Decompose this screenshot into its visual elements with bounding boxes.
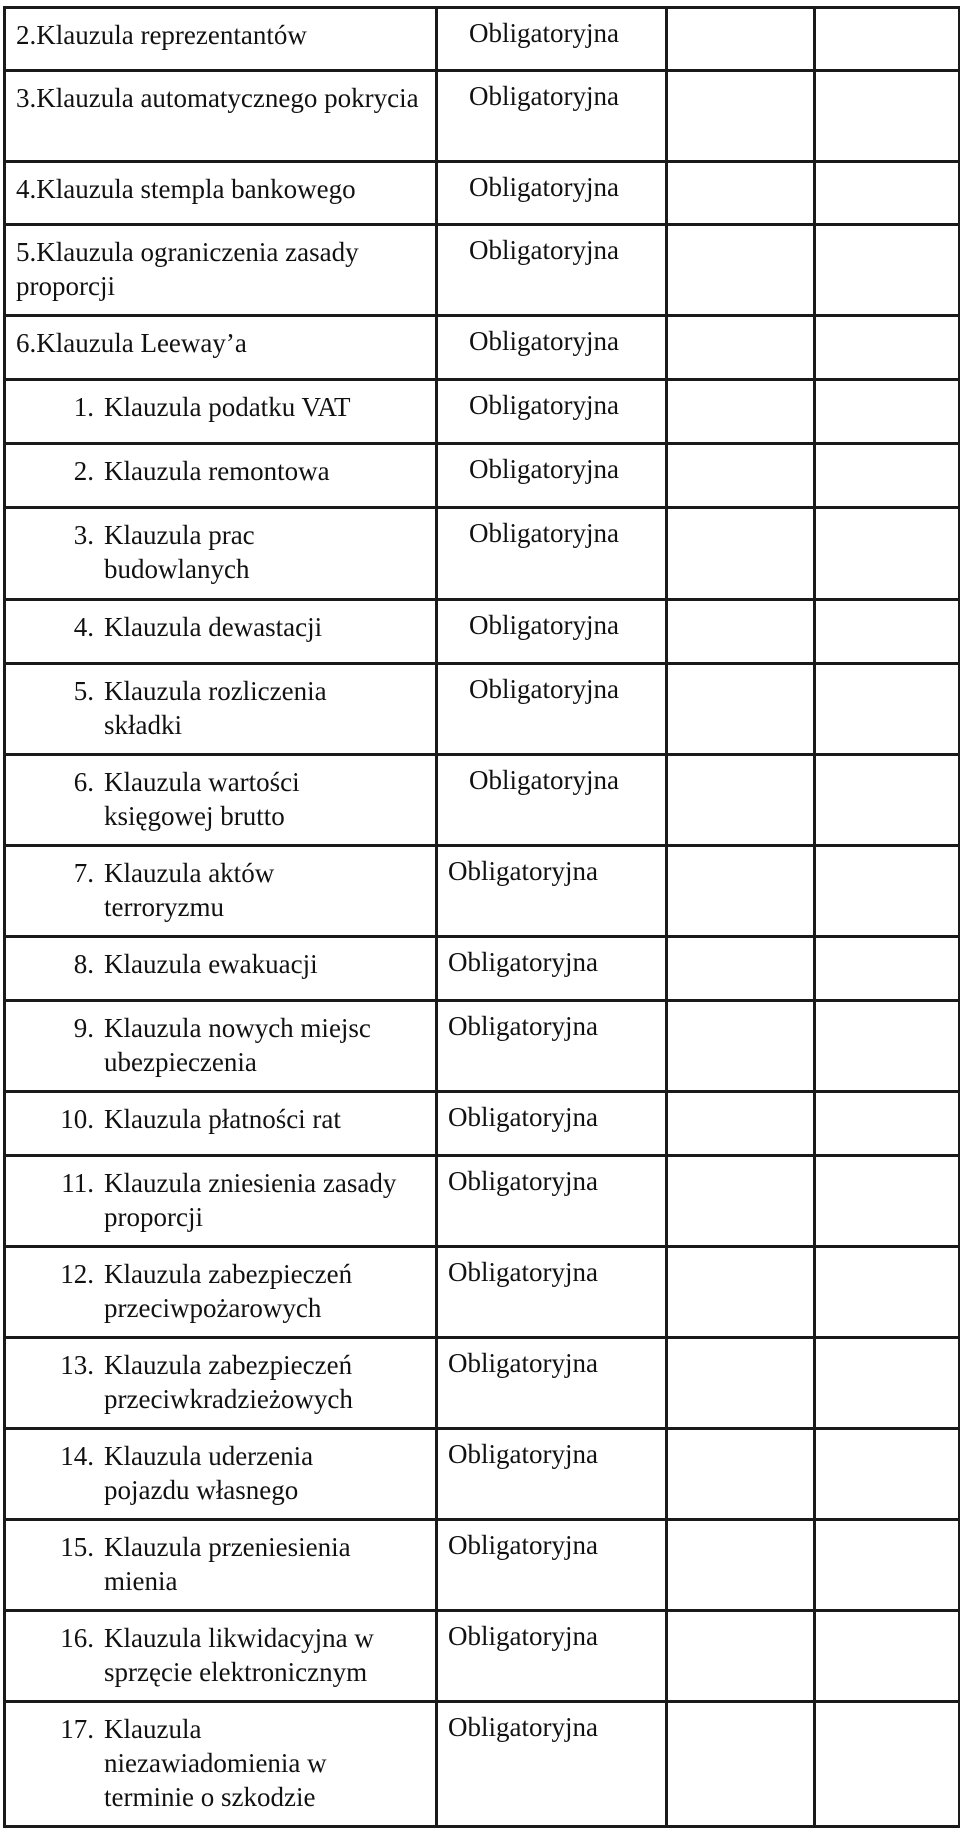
status-cell: Obligatoryjna [437,380,667,444]
status-cell: Obligatoryjna [437,1001,667,1092]
table-row [5,8,960,71]
empty-cell [667,508,815,600]
empty-cell [815,8,960,71]
status-cell: Obligatoryjna [437,225,667,316]
clause-number: 10. [60,1104,94,1134]
empty-cell [667,755,815,846]
status-cell: Obligatoryjna [437,1429,667,1520]
empty-cell [667,1338,815,1429]
empty-cell [667,1001,815,1092]
clause-number: 3. [73,520,94,550]
status-cell: Obligatoryjna [437,1247,667,1338]
status-cell: Obligatoryjna [437,1702,667,1827]
clause-label: Klauzula wartości księgowej brutto [104,767,300,831]
table-row [5,755,960,846]
clause-name-cell [5,316,437,380]
status-cell: Obligatoryjna [437,664,667,755]
clause-name-cell [5,664,437,755]
empty-cell [815,71,960,162]
clause-number: 13. [60,1350,94,1380]
clause-number: 11. [61,1168,94,1198]
status-cell: Obligatoryjna [437,508,667,600]
empty-cell [667,380,815,444]
empty-cell [667,225,815,316]
empty-cell [815,846,960,937]
clause-name-cell [5,1611,437,1702]
clause-label: Klauzula likwidacyjna w sprzęcie elektronicznym [104,1623,374,1687]
empty-cell [667,444,815,508]
empty-cell [815,508,960,600]
status-cell: Obligatoryjna [437,71,667,162]
clause-table [3,6,960,1828]
empty-cell [815,755,960,846]
clause-label: Klauzula prac budowlanych [104,520,255,584]
clause-name-cell [5,508,437,600]
clause-number: 2. [73,456,94,486]
table-row [5,71,960,162]
empty-cell [667,1247,815,1338]
empty-cell [667,1520,815,1611]
clause-label: Klauzula zabezpieczeń przeciwpożarowych [104,1259,353,1323]
table-row [5,1702,960,1827]
status-cell: Obligatoryjna [437,1092,667,1156]
clause-name-cell [5,71,437,162]
empty-cell [815,1520,960,1611]
empty-cell [815,1429,960,1520]
status-cell: Obligatoryjna [437,1520,667,1611]
empty-cell [815,1611,960,1702]
clause-name-cell [5,380,437,444]
table-row [5,316,960,380]
status-cell: Obligatoryjna [437,1611,667,1702]
status-cell: Obligatoryjna [437,444,667,508]
clause-label: 6.Klauzula Leeway’a [16,328,247,358]
table-row [5,508,960,600]
clause-name-cell [5,1247,437,1338]
empty-cell [815,225,960,316]
empty-cell [667,1092,815,1156]
clause-name-cell [5,162,437,225]
empty-cell [815,1247,960,1338]
clause-label: Klauzula przeniesienia mienia [104,1532,351,1596]
clause-number: 4. [73,612,94,642]
clause-name-cell [5,225,437,316]
clause-name-cell [5,1092,437,1156]
clause-name-cell [5,1338,437,1429]
empty-cell [815,1702,960,1827]
clause-label: Klauzula zabezpieczeń przeciwkradzieżowych [104,1350,353,1414]
status-cell: Obligatoryjna [437,846,667,937]
clause-number: 17. [60,1714,94,1744]
empty-cell [667,600,815,664]
empty-cell [815,1092,960,1156]
empty-cell [667,316,815,380]
clause-label: Klauzula dewastacji [104,612,323,642]
empty-cell [667,162,815,225]
clause-label: Klauzula płatności rat [104,1104,341,1134]
empty-cell [815,444,960,508]
table-row [5,444,960,508]
table-row [5,1429,960,1520]
empty-cell [667,937,815,1001]
empty-cell [667,71,815,162]
clause-label: Klauzula uderzenia pojazdu własnego [104,1441,314,1505]
status-cell: Obligatoryjna [437,1156,667,1247]
empty-cell [815,1338,960,1429]
clause-number: 7. [73,858,94,888]
status-cell: Obligatoryjna [437,316,667,380]
clause-label: Klauzula niezawiadomienia w terminie o szkodzie [104,1714,327,1812]
table-row [5,846,960,937]
table-row [5,1520,960,1611]
empty-cell [815,1001,960,1092]
empty-cell [815,664,960,755]
clause-label: 5.Klauzula ograniczenia zasady proporcji [16,237,359,301]
clause-name-cell [5,1702,437,1827]
clause-label: Klauzula remontowa [104,456,330,486]
clause-name-cell [5,1520,437,1611]
table-row [5,1338,960,1429]
clause-label: 3.Klauzula automatycznego pokrycia [16,83,419,113]
table-row [5,380,960,444]
empty-cell [667,664,815,755]
empty-cell [667,1156,815,1247]
status-cell: Obligatoryjna [437,162,667,225]
clause-number: 5. [73,676,94,706]
clause-name-cell [5,1001,437,1092]
empty-cell [815,600,960,664]
clause-label: Klauzula nowych miejsc ubezpieczenia [104,1013,371,1077]
status-cell: Obligatoryjna [437,937,667,1001]
clause-name-cell [5,846,437,937]
empty-cell [667,846,815,937]
clause-label: 2.Klauzula reprezentantów [16,20,307,50]
empty-cell [815,380,960,444]
table-row [5,1611,960,1702]
empty-cell [667,8,815,71]
clause-name-cell [5,8,437,71]
empty-cell [815,316,960,380]
clause-label: Klauzula zniesienia zasady proporcji [104,1168,397,1232]
clause-number: 8. [73,949,94,979]
clause-name-cell [5,1156,437,1247]
status-cell: Obligatoryjna [437,1338,667,1429]
clause-name-cell [5,600,437,664]
clause-name-cell [5,1429,437,1520]
clause-number: 1. [73,392,94,422]
table-row [5,1001,960,1092]
table-row [5,1247,960,1338]
clause-number: 12. [60,1259,94,1289]
status-cell: Obligatoryjna [437,600,667,664]
clause-name-cell [5,937,437,1001]
empty-cell [815,1156,960,1247]
clause-label: Klauzula rozliczenia składki [104,676,327,740]
clause-number: 6. [73,767,94,797]
status-cell: Obligatoryjna [437,8,667,71]
status-cell: Obligatoryjna [437,755,667,846]
clause-name-cell [5,444,437,508]
table-row [5,162,960,225]
clause-label: Klauzula ewakuacji [104,949,318,979]
table-row [5,600,960,664]
empty-cell [667,1429,815,1520]
clause-number: 9. [73,1013,94,1043]
table-row [5,1156,960,1247]
clause-label: Klauzula podatku VAT [104,392,351,422]
clause-name-cell [5,755,437,846]
clause-number: 14. [60,1441,94,1471]
empty-cell [667,1611,815,1702]
clause-label: 4.Klauzula stempla bankowego [16,174,356,204]
clause-number: 15. [60,1532,94,1562]
table-row [5,664,960,755]
empty-cell [815,937,960,1001]
clause-label: Klauzula aktów terroryzmu [104,858,275,922]
table-row [5,225,960,316]
empty-cell [815,162,960,225]
table-row [5,1092,960,1156]
clause-number: 16. [60,1623,94,1653]
table-row [5,937,960,1001]
empty-cell [667,1702,815,1827]
